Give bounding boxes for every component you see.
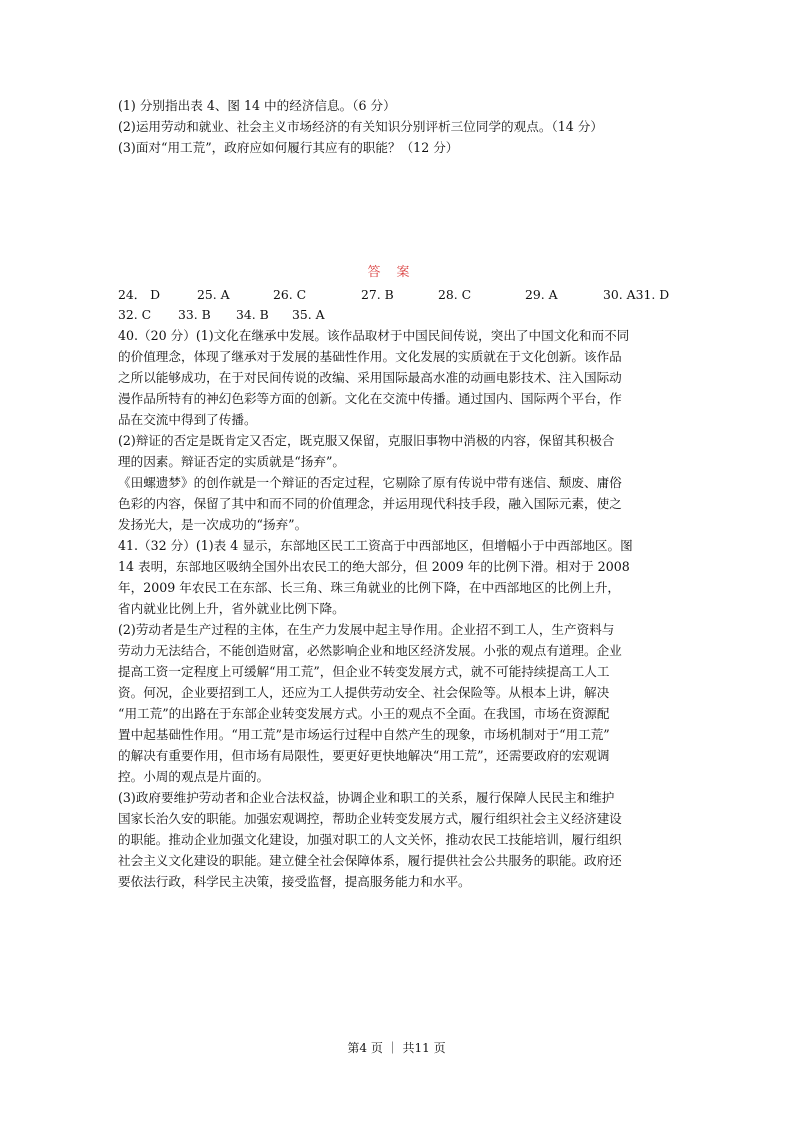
question-3: (3)面对“用工荒”，政府应如何履行其应有的职能？（12 分）	[118, 140, 459, 155]
answer-key: 30. A31. D	[603, 287, 670, 302]
answer-text-line: 品在交流中得到了传播。	[118, 412, 257, 427]
question-2: (2)运用劳动和就业、社会主义市场经济的有关知识分别评析三位同学的观点。（14 分）	[118, 119, 603, 134]
answer-text-line: 理的因素。辩证否定的实质就是“扬弃”。	[118, 454, 345, 469]
answer-text-line: 14 表明，东部地区吸纳全国外出农民工的绝大部分，但 2009 年的比例下滑。相对于 2008	[118, 559, 630, 574]
answer-key: 29. A	[525, 287, 558, 302]
answer-key: 24． D	[118, 287, 161, 302]
answer-text-line: 资。何况，企业要招到工人，还应为工人提供劳动安全、社会保险等。从根本上讲，解决	[118, 685, 610, 700]
answer-text-line: 色彩的内容，保留了其中和而不同的价值理念，并运用现代科技手段，融入国际元素，使之	[118, 496, 622, 511]
answer-text-line: 国家长治久安的职能。加强宏观调控，帮助企业转变发展方式，履行组织社会主义经济建设	[118, 811, 622, 826]
answer-key: 33. B	[178, 307, 211, 322]
page-footer: 第4 页 ｜ 共11 页	[347, 1041, 446, 1055]
answer-key: 35. A	[292, 307, 325, 322]
answer-text-line: 的职能。推动企业加强文化建设，加强对职工的人文关怀，推动农民工技能培训，履行组织	[118, 832, 622, 847]
answer-key: 25. A	[197, 287, 230, 302]
answer-text-line: 提高工资一定程度上可缓解“用工荒”，但企业不转变发展方式，就不可能持续提高工人工	[118, 664, 610, 679]
answer-text-line: (3)政府要维护劳动者和企业合法权益，协调企业和职工的关系，履行保障人民民主和维护	[118, 790, 615, 805]
answer-text-line: “用工荒”的出路在于东部企业转变发展方式。小王的观点不全面。在我国，市场在资源配	[118, 706, 610, 721]
answer-text-line: (2)劳动者是生产过程的主体，在生产力发展中起主导作用。企业招不到工人，生产资料与	[118, 622, 615, 637]
answer-text-line: 发扬光大，是一次成功的“扬弃”。	[118, 517, 308, 532]
answer-text-line: 社会主义文化建设的职能。建立健全社会保障体系，履行提供社会公共服务的职能。政府还	[118, 853, 622, 868]
answer-heading: 答案	[367, 265, 426, 280]
answer-text-line: 年，2009 年农民工在东部、长三角、珠三角就业的比例下降，在中西部地区的比例上升，	[118, 580, 621, 595]
answer-text-line: 要依法行政，科学民主决策，接受监督，提高服务能力和水平。	[118, 874, 471, 889]
answer-text-line: 控。小周的观点是片面的。	[118, 769, 270, 784]
answer-key: 27. B	[361, 287, 394, 302]
answer-text-line: 之所以能够成功，在于对民间传说的改编、采用国际最高水准的动画电影技术、注入国际动	[118, 370, 622, 385]
answer-text-line: 的解决有重要作用，但市场有局限性，要更好更快地解决“用工荒”，还需要政府的宏观调	[118, 748, 610, 763]
answer-text-line: 的价值理念，体现了继承对于发展的基础性作用。文化发展的实质就在于文化创新。该作品	[118, 349, 622, 364]
answer-text-line: 《田螺遗梦》的创作就是一个辩证的否定过程，它剔除了原有传说中带有迷信、颓废、庸俗	[118, 475, 622, 490]
answer-key: 34. B	[236, 307, 269, 322]
answer-key: 26. C	[273, 287, 307, 302]
answer-text-line: 漫作品所特有的神幻色彩等方面的创新。文化在交流中传播。通过国内、国际两个平台，作	[118, 391, 622, 406]
answer-text-line: 41.（32 分）(1)表 4 显示，东部地区民工工资高于中西部地区，但增幅小于中西部地区。图	[118, 538, 633, 553]
answer-key: 28. C	[438, 287, 472, 302]
answer-text-line: 置中起基础性作用。“用工荒”是市场运行过程中自然产生的现象，市场机制对于“用工荒”	[118, 727, 610, 742]
answer-text-line: 40.（20 分）(1)文化在继承中发展。该作品取材于中国民间传说，突出了中国文化和而不同	[118, 328, 630, 343]
answer-text-line: 省内就业比例上升，省外就业比例下降。	[118, 601, 345, 616]
answer-text-line: (2)辩证的否定是既肯定又否定，既克服又保留，克服旧事物中消极的内容，保留其积极合	[118, 433, 615, 448]
answer-key: 32. C	[118, 307, 152, 322]
answer-text-line: 劳动力无法结合，不能创造财富，必然影响企业和地区经济发展。小张的观点有道理。企业	[118, 643, 622, 658]
answer-key-block	[118, 289, 678, 325]
question-1: (1) 分别指出表 4、图 14 中的经济信息。（6 分）	[118, 98, 396, 113]
